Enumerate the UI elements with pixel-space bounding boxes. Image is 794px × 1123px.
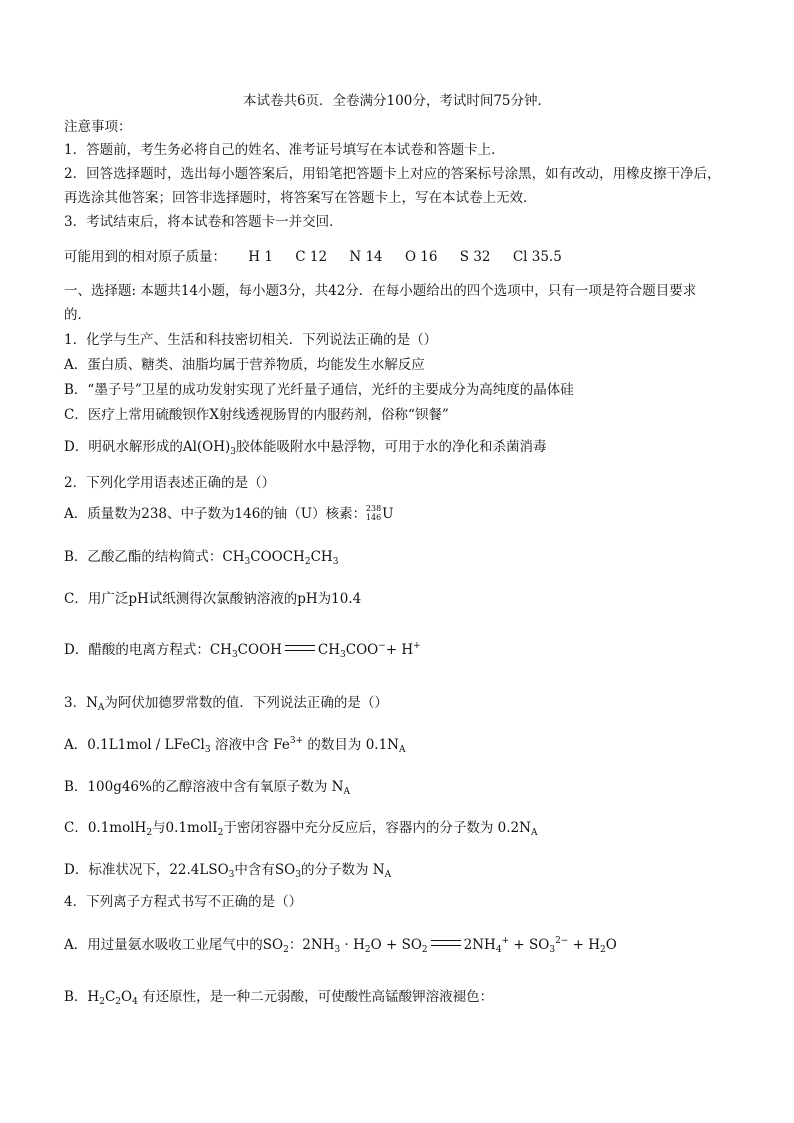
subscript: A	[97, 703, 105, 713]
superscript: 2−	[555, 936, 569, 946]
formula-part: + H	[385, 642, 414, 658]
formula-part: CH	[209, 642, 232, 658]
q3-d-text: D．标准状况下，22.4LSO	[64, 862, 229, 878]
q2-option-c: C．用广泛pH试纸测得次氯酸钠溶液的pH为10.4	[64, 591, 362, 607]
note-item: 2．回答选择题时，选出每小题答案后，用铅笔把答题卡上对应的答案标号涂黑，如有改动，用橡皮擦干净后，	[64, 166, 721, 182]
formula-part: + H	[568, 937, 601, 953]
subscript: 2	[304, 557, 311, 567]
superscript: +	[413, 641, 421, 651]
formula-part: CH	[222, 549, 245, 565]
section-heading-cont: 的．	[64, 307, 91, 323]
superscript: −	[378, 641, 386, 651]
q2-a-text: A．质量数为238、中子数为146的铀（U）核素：	[64, 506, 367, 522]
neutron-number: 146	[365, 513, 382, 522]
atomic-mass-item: N 14	[349, 249, 383, 265]
subscript: 2	[115, 997, 122, 1007]
formula-part: O + SO	[370, 937, 422, 953]
subscript: A	[530, 828, 538, 838]
q4-option-b	[64, 988, 493, 1006]
formula-part: · H	[340, 937, 365, 953]
subscript: 2	[283, 945, 289, 955]
q3-b-text: B．100g46%的乙醇溶液中含有氧原子数为 N	[64, 779, 344, 795]
subscript: 3	[230, 447, 236, 457]
q4-b-text-post: 有还原性，是一种二元弱酸，可使酸性高锰酸钾溶液褪色：	[137, 989, 494, 1005]
equilibrium-sign	[285, 645, 315, 651]
subscript: 3	[334, 945, 341, 955]
subscript: 3	[549, 945, 556, 955]
exam-header: 本试卷共6页．全卷满分100分，考试时间75分钟．	[242, 93, 552, 109]
subscript: 4	[495, 945, 502, 955]
atomic-mass-item: C 12	[295, 249, 328, 265]
subscript: 3	[204, 745, 211, 755]
q3-stem	[64, 694, 388, 712]
q3-number: 3．	[64, 695, 87, 711]
formula-part: COOCH	[250, 549, 305, 565]
formula-part: COOH	[237, 642, 282, 658]
formula-part: CH	[310, 549, 333, 565]
note-item: 1．答题前，考生务必将自己的姓名、准考证号填写在本试卷和答题卡上．	[64, 142, 505, 158]
q3-d-text-mid: 中含有SO	[234, 862, 296, 878]
subscript: A	[398, 745, 406, 755]
formula-part: CH	[317, 642, 341, 658]
q3-stem-text: 为阿伏加德罗常数的值．下列说法正确的是（）	[104, 695, 388, 711]
subscript: 3	[332, 557, 339, 567]
subscript: 2	[99, 997, 105, 1007]
q2-b-text: B．乙酸乙酯的结构简式：	[64, 549, 223, 565]
atomic-masses	[64, 248, 562, 266]
formula-part: COO	[345, 642, 379, 658]
q2-option-d	[64, 641, 421, 659]
subscript: 3	[295, 870, 301, 880]
note-item: 再选涂其他答案；回答非选择题时，将答案写在答题卡上，写在本试卷上无效．	[64, 190, 537, 206]
q4-a-text: A．用过量氨水吸收工业尾气中的SO	[64, 937, 284, 953]
q2-option-a	[64, 505, 394, 523]
atomic-mass-item: H 1	[248, 249, 273, 265]
subscript: 2	[146, 828, 153, 838]
atomic-mass-item: S 32	[459, 249, 491, 265]
avogadro-symbol: N	[86, 695, 98, 711]
subscript: 3	[228, 870, 235, 880]
q3-c-text: C．0.1molH	[64, 820, 147, 836]
equals-sign	[431, 940, 461, 946]
formula-part: + SO	[509, 937, 550, 953]
formula-part: O	[121, 989, 133, 1005]
subscript: 4	[132, 997, 138, 1007]
subscript: A	[343, 787, 350, 797]
atomic-masses-label: 可能用到的相对原子质量：	[64, 249, 226, 265]
q1-option-d	[64, 438, 547, 456]
subscript: 3	[244, 557, 251, 567]
atomic-mass-item: Cl 35.5	[512, 249, 562, 265]
note-item: 3．考试结束后，将本试卷和答题卡一并交回．	[64, 214, 343, 230]
q1-option-a: A．蛋白质、糖类、油脂均属于营养物质，均能发生水解反应	[64, 357, 425, 373]
q3-option-a	[64, 736, 405, 754]
q1-stem: 1．化学与生产、生活和科技密切相关．下列说法正确的是（）	[64, 332, 438, 348]
q4-b-text: B．H	[64, 989, 100, 1005]
formula-part: 2NH	[463, 937, 496, 953]
subscript: 3	[231, 650, 238, 660]
q2-stem: 2．下列化学用语表述正确的是（）	[64, 475, 276, 491]
q1-d-text-post: 胶体能吸附水中悬浮物，可用于水的净化和杀菌消毒	[236, 439, 547, 455]
q3-c-text-mid: 与0.1molI	[152, 820, 218, 836]
uranium-nuclide	[366, 505, 382, 523]
superscript: 3+	[289, 736, 304, 746]
formula-part: C	[104, 989, 116, 1005]
subscript: 3	[340, 650, 346, 660]
subscript: 2	[600, 945, 606, 955]
q3-a-text-mid: 溶液中含 Fe	[210, 737, 290, 753]
q3-a-text: A．0.1L1mol / LFeCl	[64, 737, 205, 753]
notes-title: 注意事项：	[64, 119, 132, 135]
section-heading: 一、选择题: 本题共14小题，每小题3分，共42分．在每小题给出的四个选项中，只有一项是符合题目要求	[64, 283, 697, 299]
subscript: A	[384, 870, 392, 880]
superscript: +	[501, 936, 510, 946]
mass-number: 238	[365, 504, 382, 513]
q3-option-c	[64, 819, 537, 837]
formula-part: ：2NH	[288, 937, 335, 953]
subscript: 2	[421, 945, 428, 955]
subscript: 2	[364, 945, 371, 955]
q2-d-text: D．醋酸的电离方程式：	[64, 642, 210, 658]
q1-option-b: B．“墨子号”卫星的成功发射实现了光纤量子通信，光纤的主要成分为高纯度的晶体硅	[64, 382, 574, 398]
q3-a-text-post: 的数目为 0.1N	[303, 737, 399, 753]
q1-option-c: C．医疗上常用硫酸钡作X射线透视肠胃的内服药剂，俗称“钡餐”	[64, 407, 449, 423]
q1-d-text: D．明矾水解形成的Al(OH)	[64, 439, 231, 455]
q4-stem: 4．下列离子方程式书写不正确的是（）	[64, 894, 303, 910]
element-symbol: U	[382, 506, 394, 522]
formula-part: O	[605, 937, 617, 953]
q3-option-d	[64, 861, 391, 879]
atomic-mass-item: O 16	[404, 249, 438, 265]
q3-option-b	[64, 778, 350, 796]
q3-d-text-post: 的分子数为 N	[300, 862, 385, 878]
q4-option-a	[64, 936, 617, 954]
q2-option-b	[64, 548, 338, 566]
q3-c-text-post: 于密闭容器中充分反应后，容器内的分子数为 0.2N	[223, 820, 531, 836]
subscript: 2	[217, 828, 224, 838]
